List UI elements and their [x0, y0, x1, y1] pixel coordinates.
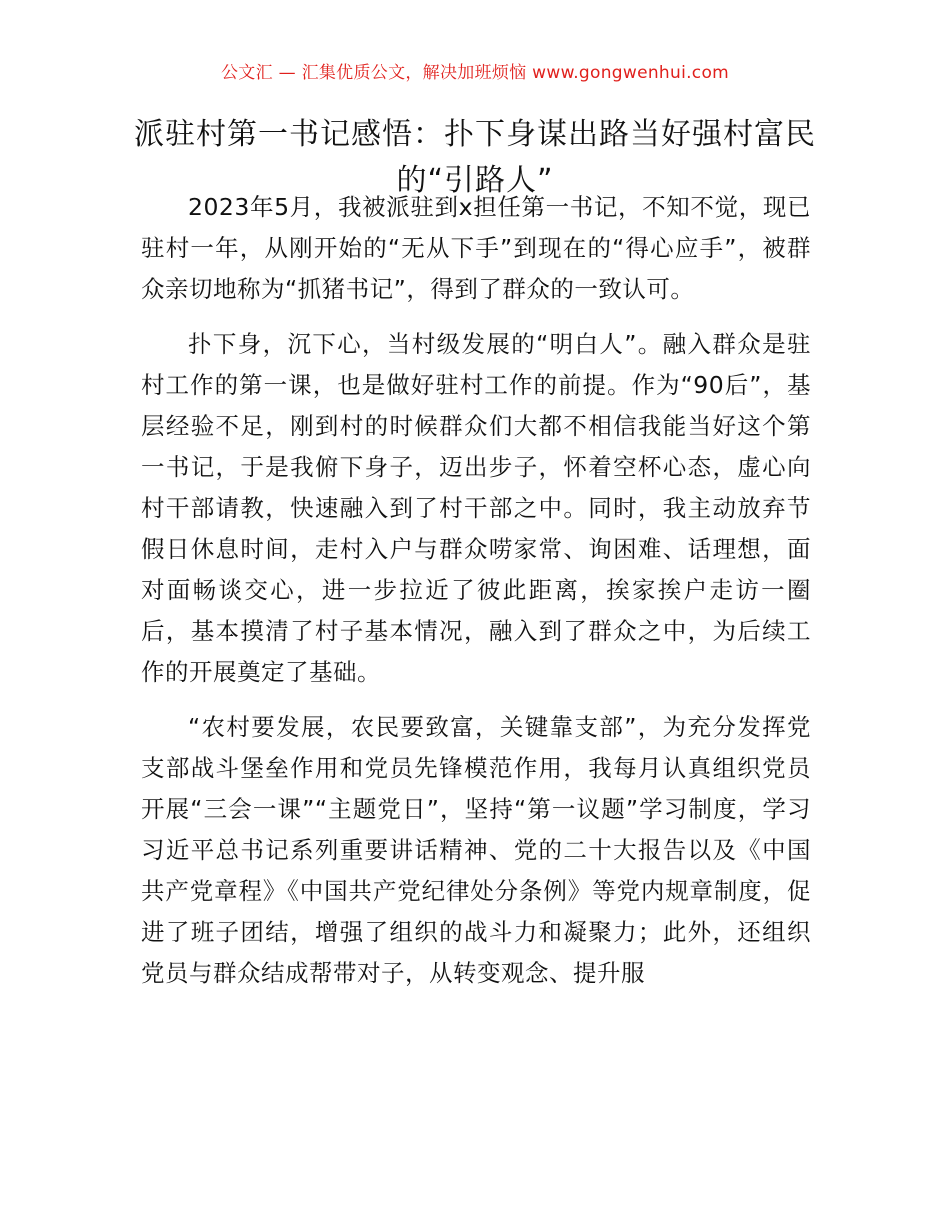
paragraph-3: “农村要发展，农民要致富，关键靠支部”，为充分发挥党支部战斗堡垒作用和党员先锋模范作用，我每月认真组织党员开展“三会一课”“主题党日”，坚持“第一议题”学习制度，学习习近平总书记系列重要讲话精神、党的二十大报告以及《中国共产党章程》《中国共产党纪律处分条例》等党内规章制度，促进了班子团结，增强了组织的战斗力和凝聚力；此外，还组织党员与群众结成帮带对子，从转变观念、提升服	[141, 713, 811, 987]
document-body	[141, 187, 811, 1008]
paragraph-1: 2023年5月，我被派驻到x担任第一书记，不知不觉，现已驻村一年，从刚开始的“无从下手”到现在的“得心应手”，被群众亲切地称为“抓猪书记”，得到了群众的一致认可。	[141, 193, 811, 303]
document-title: 派驻村第一书记感悟：扑下身谋出路当好强村富民的“引路人”	[134, 117, 816, 198]
site-banner: 公文汇 — 汇集优质公文，解决加班烦恼 www.gongwenhui.com	[220, 63, 730, 83]
paragraph-2: 扑下身，沉下心，当村级发展的“明白人”。融入群众是驻村工作的第一课，也是做好驻村工作的前提。作为“90后”，基层经验不足，刚到村的时候群众们大都不相信我能当好这个第一书记，于是我俯下身子，迈出步子，怀着空杯心态，虚心向村干部请教，快速融入到了村干部之中。同时，我主动放弃节假日休息时间，走村入户与群众唠家常、询困难、话理想，面对面畅谈交心，进一步拉近了彼此距离，挨家挨户走访一圈后，基本摸清了村子基本情况，融入到了群众之中，为后续工作的开展奠定了基础。	[141, 330, 811, 686]
